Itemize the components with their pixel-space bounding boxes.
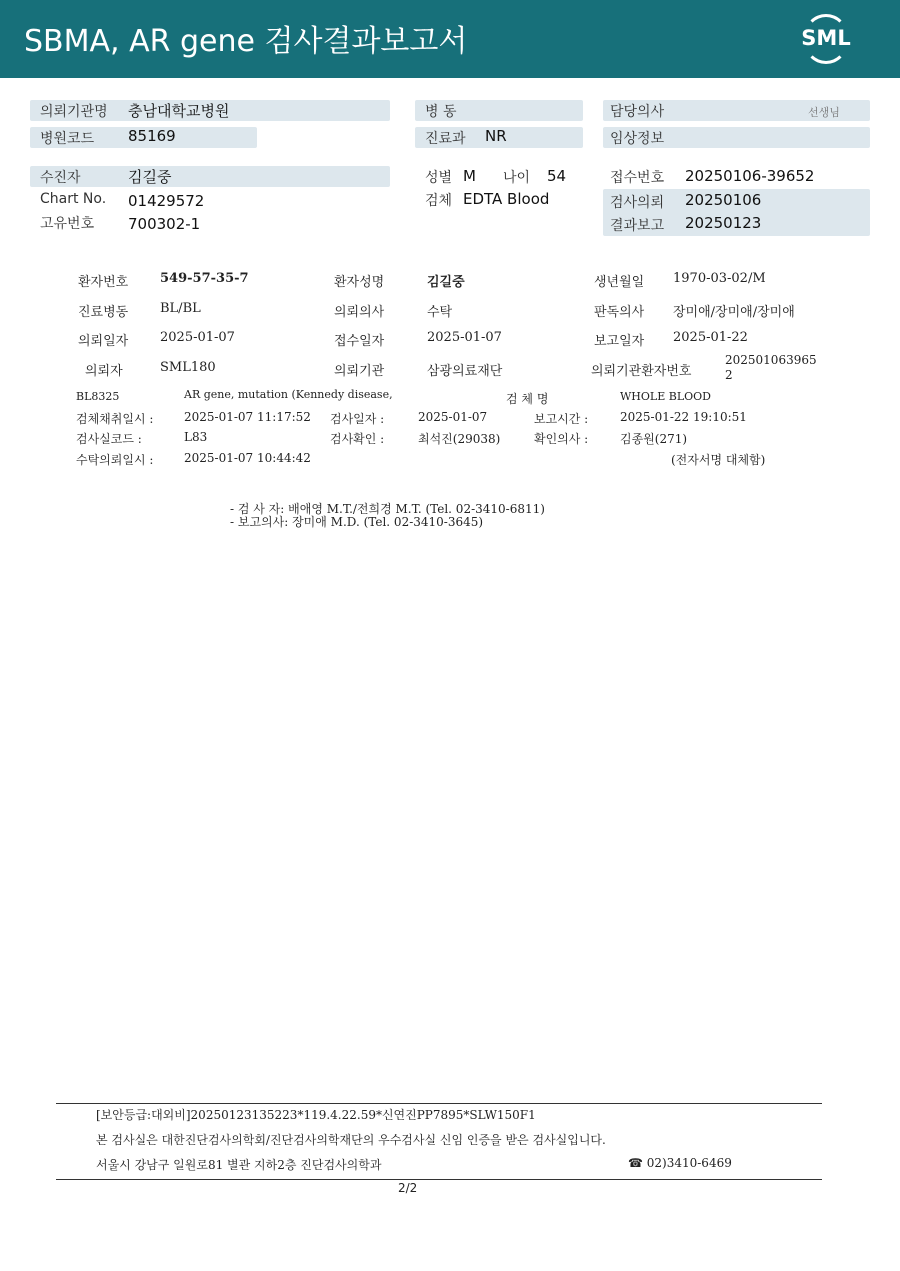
inst-patient-label: 의뢰기관환자번호: [591, 364, 692, 379]
report-label: 결과보고: [610, 218, 665, 234]
recv-date-label: 접수일자: [334, 334, 385, 349]
confirm-doc-value: 김종원(271): [620, 432, 688, 446]
birth-value: 1970-03-02/M: [673, 271, 766, 286]
certification-line: 본 검사실은 대한진단검사의학회/진단검사의학재단의 우수검사실 신임 인증을 받은 검사실입니다.: [96, 1133, 606, 1147]
sex-label: 성별: [425, 170, 453, 186]
requester-label: 의뢰자: [85, 364, 123, 379]
clinical-label: 임상정보: [610, 131, 665, 147]
reader-value: 장미애/장미애/장미애: [673, 305, 795, 320]
address-line: 서울시 강남구 일원로81 별관 지하2층 진단검사의학과: [96, 1158, 382, 1172]
security-line: [보안등급:대외비]20250123135223*119.4.22.59*신연진PP7895*SLW150F1: [96, 1108, 536, 1122]
report-doctor-line: - 보고의사: 장미애 M.D. (Tel. 02-3410-3645): [230, 515, 484, 529]
patient-no-label: 환자번호: [78, 275, 129, 290]
specimen-label: 검체: [425, 193, 453, 209]
report-title: SBMA, AR gene 검사결과보고서: [24, 24, 468, 59]
request-value: 20250106: [685, 191, 762, 209]
patient-value: 김길중: [128, 168, 172, 186]
unique-value: 700302-1: [128, 215, 201, 233]
test-date-value: 2025-01-07: [418, 410, 488, 424]
report-time-label: 보고시간 :: [534, 412, 589, 426]
patient-no-value: 549-57-35-7: [160, 271, 249, 286]
chart-value: 01429572: [128, 192, 205, 210]
unique-label: 고유번호: [40, 216, 95, 232]
chart-label: Chart No.: [40, 191, 107, 207]
req-doctor-label: 의뢰의사: [334, 305, 385, 320]
institution-value: 충남대학교병원: [128, 102, 230, 120]
report-time-value: 2025-01-22 19:10:51: [620, 410, 747, 424]
report-ward-label: 진료병동: [78, 305, 129, 320]
doctor-suffix: 선생님: [808, 106, 840, 119]
report-date-label: 보고일자: [594, 334, 645, 349]
request-label: 검사의뢰: [610, 195, 665, 211]
receipt-label: 접수번호: [610, 170, 665, 186]
room-label: 검사실코드 :: [76, 432, 142, 446]
test-name: AR gene, mutation (Kennedy disease,: [184, 388, 393, 401]
collect-value: 2025-01-07 11:17:52: [184, 410, 311, 424]
test-date-label: 검사일자 :: [330, 412, 385, 426]
report-value: 20250123: [685, 214, 762, 232]
department-label: 진료과: [425, 131, 466, 147]
collect-label: 검체채취일시 :: [76, 412, 154, 426]
room-value: L83: [184, 430, 208, 444]
req-inst-label: 의뢰기관: [334, 364, 385, 379]
specimen-value: EDTA Blood: [463, 190, 550, 208]
footer-top-rule: [56, 1103, 822, 1104]
logo-text: SML: [801, 26, 851, 50]
institution-label: 의뢰기관명: [40, 104, 108, 120]
doctor-label: 담당의사: [610, 104, 665, 120]
confirm-doc-label: 확인의사 :: [534, 432, 589, 446]
department-value: NR: [485, 127, 507, 145]
patient-name-label: 환자성명: [334, 275, 385, 290]
consign-value: 2025-01-07 10:44:42: [184, 451, 311, 465]
page-number: 2/2: [398, 1181, 418, 1195]
inst-patient-value-2: 2: [725, 368, 733, 382]
inst-patient-value-1: 202501063965: [725, 353, 817, 367]
confirm-label: 검사확인 :: [330, 432, 385, 446]
hospital-code-label: 병원코드: [40, 131, 95, 147]
patient-label: 수진자: [40, 170, 81, 186]
report-ward-value: BL/BL: [160, 301, 201, 316]
report-date-value: 2025-01-22: [673, 330, 748, 345]
req-inst-value: 삼광의료재단: [427, 364, 503, 379]
hospital-code-value: 85169: [128, 127, 176, 145]
req-date-value: 2025-01-07: [160, 330, 235, 345]
patient-name-value: 김길중: [427, 275, 465, 290]
meta-specimen-label: 검 체 명: [506, 392, 549, 406]
report-header: [0, 0, 900, 78]
birth-label: 생년월일: [594, 275, 645, 290]
esign-note: (전자서명 대체함): [671, 453, 766, 467]
age-label: 나이: [503, 170, 531, 186]
sex-value: M: [463, 167, 476, 185]
reader-label: 판독의사: [594, 305, 645, 320]
confirm-value: 최석진(29038): [418, 432, 501, 446]
footer-bottom-rule: [56, 1179, 822, 1180]
requester-value: SML180: [160, 360, 216, 375]
req-doctor-value: 수탁: [427, 305, 453, 320]
age-value: 54: [547, 167, 567, 185]
meta-specimen-value: WHOLE BLOOD: [620, 390, 711, 403]
ward-label: 병 동: [425, 104, 457, 120]
patient-bar: [30, 166, 390, 187]
examiner-line: - 검 사 자: 배애영 M.T./전희경 M.T. (Tel. 02-3410-6811): [230, 502, 545, 516]
consign-label: 수탁의뢰일시 :: [76, 453, 154, 467]
phone-line: ☎ 02)3410-6469: [628, 1156, 732, 1170]
recv-date-value: 2025-01-07: [427, 330, 502, 345]
sml-logo: [798, 14, 854, 64]
receipt-value: 20250106-39652: [685, 167, 815, 185]
req-date-label: 의뢰일자: [78, 334, 129, 349]
test-code: BL8325: [76, 390, 120, 403]
